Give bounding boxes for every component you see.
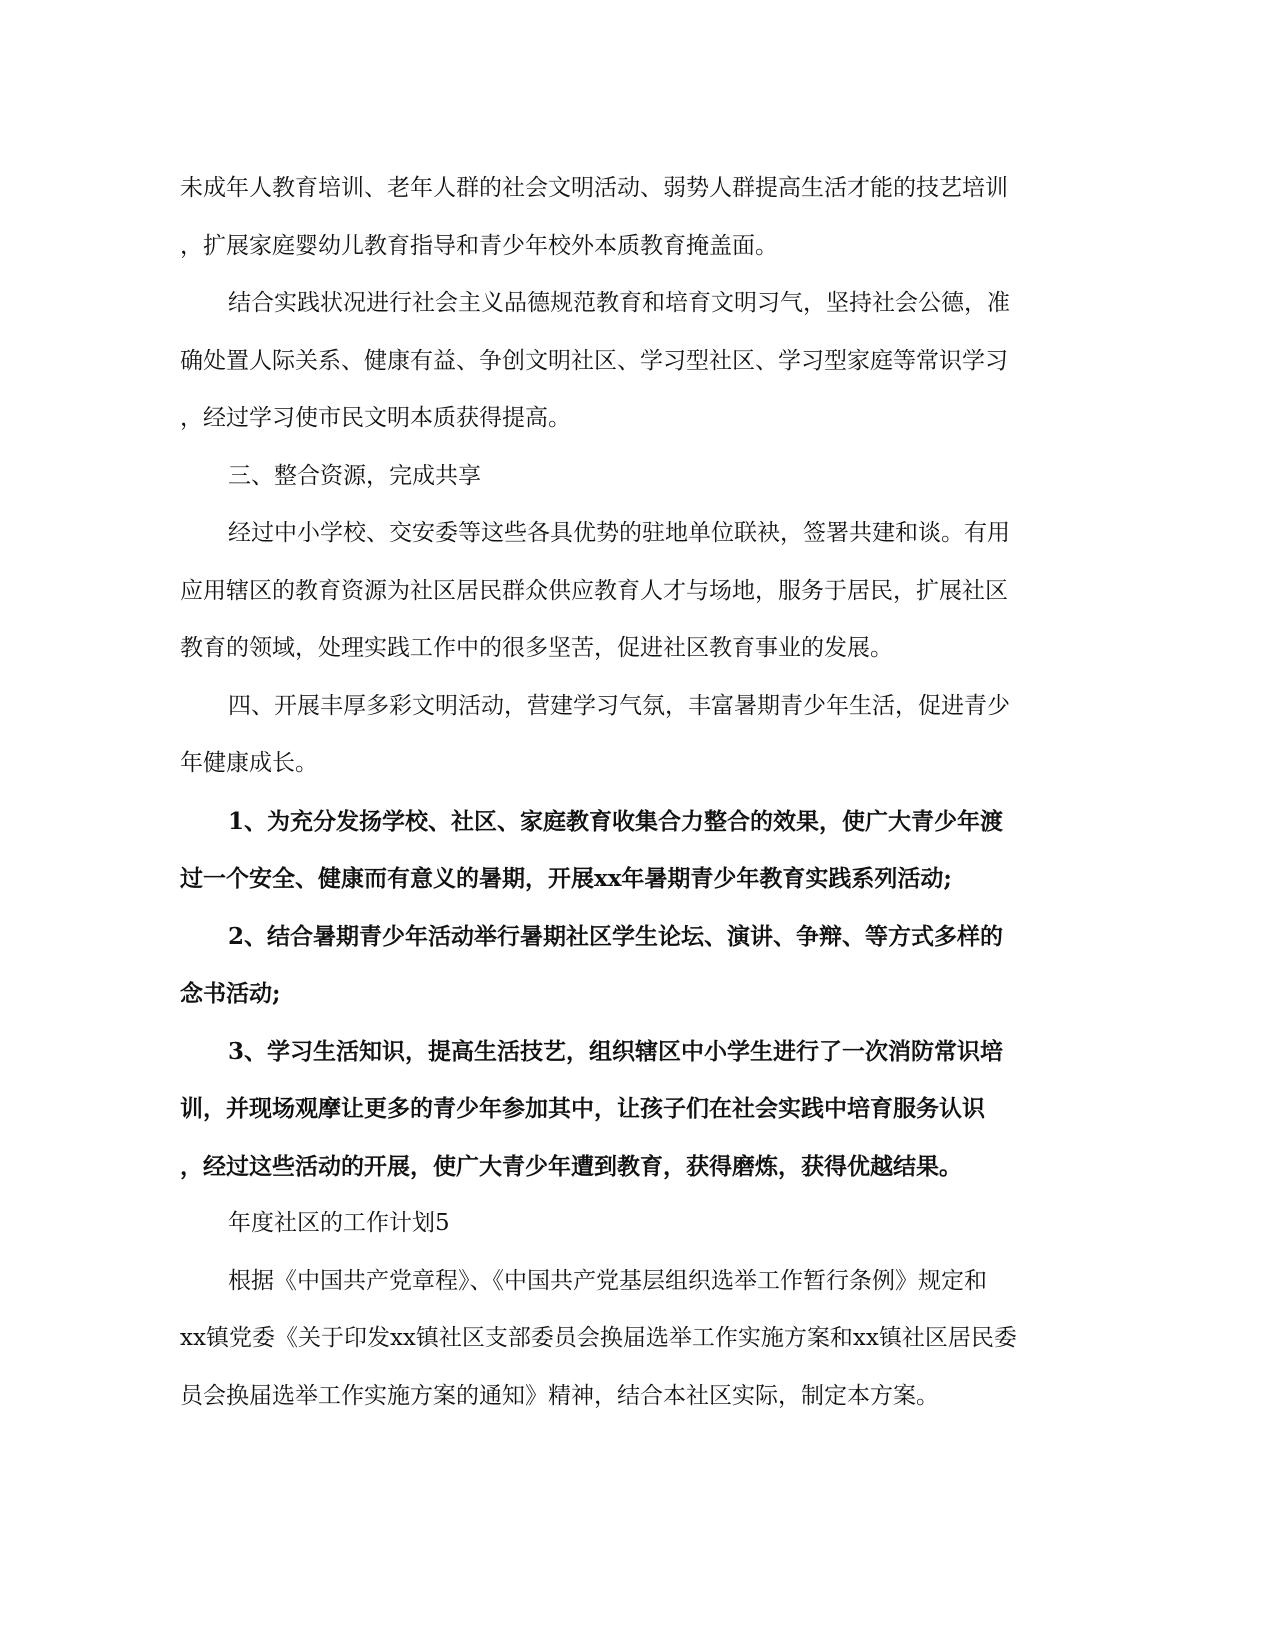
text-line: 教育的领域，处理实践工作中的很多坚苦，促进社区教育事业的发展。 <box>180 635 893 661</box>
section-title: 年度社区的工作计划5 <box>228 1210 450 1236</box>
text-line: 应用辖区的教育资源为社区居民群众供应教育人才与场地，服务于居民，扩展社区 <box>180 577 1008 604</box>
text-line: 年健康成长。 <box>180 750 318 776</box>
text-line: 过一个安全、健康而有意义的暑期，开展xx年暑期青少年教育实践系列活动; <box>180 865 952 892</box>
text-line: ，扩展家庭婴幼儿教育指导和青少年校外本质教育掩盖面。 <box>180 232 778 259</box>
text-line: ，经过学习使市民文明本质获得提高。 <box>180 405 571 431</box>
text-line: 念书活动; <box>180 980 281 1007</box>
text-line: 未成年人教育培训、老年人群的社会文明活动、弱势人群提高生活才能的技艺培训 <box>180 175 1008 201</box>
list-item: 2、结合暑期青少年活动举行暑期社区学生论坛、演讲、争辩、等方式多样的 <box>228 922 1004 950</box>
text-line: xx镇党委《关于印发xx镇社区支部委员会换届选举工作实施方案和xx镇社区居民委 <box>180 1325 1017 1351</box>
list-item: 3、学习生活知识，提高生活技艺，组织辖区中小学生进行了一次消防常识培 <box>228 1037 1004 1065</box>
text-line: 训，并现场观摩让更多的青少年参加其中，让孩子们在社会实践中培育服务认识 <box>180 1095 985 1122</box>
text-line: 经过中小学校、交安委等这些各具优势的驻地单位联袂，签署共建和谈。有用 <box>228 520 1010 546</box>
list-item: 1、为充分发扬学校、社区、家庭教育收集合力整合的效果，使广大青少年渡 <box>228 807 1004 835</box>
text-line: 结合实践状况进行社会主义品德规范教育和培育文明习气，坚持社会公德，准 <box>228 290 1010 316</box>
section-heading: 四、开展丰厚多彩文明活动，营建学习气氛，丰富暑期青少年生活，促进青少 <box>228 692 1010 719</box>
document-body <box>180 160 1035 1425</box>
text-line: 确处置人际关系、健康有益、争创文明社区、学习型社区、学习型家庭等常识学习 <box>180 347 1008 374</box>
text-line: 根据《中国共产党章程》、《中国共产党基层组织选举工作暂行条例》规定和 <box>228 1267 987 1294</box>
text-line: ，经过这些活动的开展，使广大青少年遭到教育，获得磨炼，获得优越结果。 <box>180 1152 962 1180</box>
section-heading: 三、整合资源，完成共享 <box>228 462 481 489</box>
text-line: 员会换届选举工作实施方案的通知》精神，结合本社区实际，制定本方案。 <box>180 1382 939 1409</box>
